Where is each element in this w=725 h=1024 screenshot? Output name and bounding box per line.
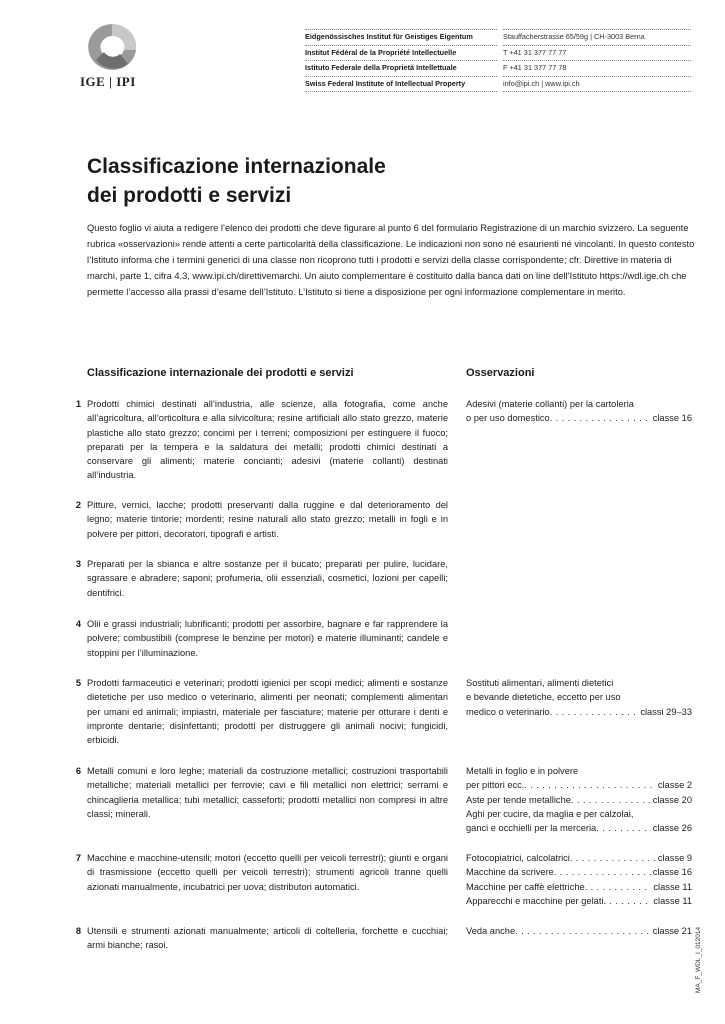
institute-name-en: Swiss Federal Institute of Intellectual Property: [305, 76, 497, 93]
class-remarks: [466, 924, 692, 938]
remark-class-ref: classe 16: [652, 413, 692, 424]
class-number: 5: [75, 678, 81, 688]
remark-text: Apparecchi e macchine per gelati: [466, 895, 604, 906]
contact-info: [503, 29, 691, 92]
remark-line: [466, 894, 692, 908]
remark-line: Aghi per cucire, da maglia e per calzolai,: [466, 808, 634, 819]
remark-text: per pittori ecc.: [466, 780, 525, 791]
remark-text: Macchine da scrivere: [466, 867, 554, 878]
class-description: Macchine e macchine-utensili; motori (eccetto quelli per veicoli terrestri); giunti e organi di trasmissione (eccetto quelli per veicoli terrestri); strumenti agricoli tranne quelli azionati manualmente, incubatrici per uova; distributori automatici.: [87, 853, 448, 892]
remark-line: Metalli in foglio e in polvere: [466, 766, 579, 776]
remark-text: ganci e occhielli per la merceria: [466, 823, 597, 834]
institute-name-it: Istituto Federale della Proprietà Intellettuale: [305, 60, 497, 76]
document-code: MA_F_WDL_I_012014: [695, 926, 702, 993]
institute-name-de: Eidgenössisches Institut für Geistiges Eigentum: [305, 29, 497, 45]
class-description: Pitture, vernici, lacche; prodotti preservanti dalla ruggine e dal deterioramento del legno; materie tintorie; mordenti; resine naturali allo stato grezzo; metalli in fogli e in polvere per pittori, decoratori, tipografi e artisti.: [87, 500, 448, 539]
logo-text: IGE | IPI: [80, 74, 136, 89]
remark-line: [466, 880, 692, 894]
class-number: 1: [75, 399, 81, 409]
institute-name-fr: Institut Fédéral de la Propriété Intellectuelle: [305, 45, 497, 61]
class-description: Olii e grassi industriali; lubrificanti; prodotti per assorbire, bagnare e far rapprendere la polvere; combustibili (comprese le benzine per motori) e materie illuminanti; candele e stoppini per l’illuminazione.: [87, 619, 448, 658]
classification-column-header: Classificazione internazionale dei prodotti e servizi: [87, 367, 354, 379]
class-description: Prodotti chimici destinati all’industria, alle scienze, alla fotografia, come anche all’agricoltura, all’orticoltura e alla silvicoltura; resine artificiali allo stato grezzo, materie plastiche allo stato grezzo; concimi per i terreni; composizioni per estinguere il fuoco; preparati per la tempera e la saldatura dei metalli; prodotti chimici destinati a conservare gli alimenti; materie concianti; adesivi (materie collanti) destinati all’industria.: [87, 399, 448, 481]
class-description: Metalli comuni e loro leghe; materiali da costruzione metallici; costruzioni trasportabili metalliche; materiali metallici per ferrovie; cavi e fili metallici non elettrici; serrami e chincaglieria metallica; tubi metallici; casseforti; prodotti metallici non compresi in altre classi; minerali.: [87, 766, 448, 819]
class-number: 8: [75, 926, 81, 936]
class-remarks: [466, 397, 692, 426]
remark-class-ref: classe 26: [652, 823, 692, 834]
intro-paragraph: Questo foglio vi aiuta a redigere l’elenco dei prodotti che deve figurare al punto 6 del formulario Registrazione di un marchio svizzero. La seguente rubrica «osservazioni» rende attenti a certe particolarità della classificazione. Le indicazioni non sono né esaurienti né vincolanti. In questo contesto l’Istituto informa che i termini generici di una classe non ricoprono tutti i prodotti e servizi della classe corrispondente; cfr. Direttive in materia di marchi, parte 1, cifra 4.3, www.ipi.ch/direttivemarchi. Un aiuto complementare è costituito dalla banca dati on line dell’Istituto https://wdl.ige.ch che permette l’accesso alla prassi d’esame dell’Istituto. L’Istituto si tiene a disposizione per ogni informazione complementare in merito.: [87, 223, 695, 297]
page-title-line1: Classificazione internazionale: [87, 155, 386, 178]
remark-line: Sostituti alimentari, alimenti dietetici: [466, 678, 614, 688]
class-number: 3: [75, 559, 81, 569]
class-description: Utensili e strumenti azionati manualmente; articoli di coltelleria, forchette e cucchiai; armi bianche; rasoi.: [87, 926, 448, 951]
ige-logo-icon: [84, 22, 140, 72]
remark-class-ref: classe 16: [652, 867, 692, 878]
remark-text: Macchine per caffè elettriche: [466, 881, 585, 892]
ige-ipi-logo: [80, 22, 146, 92]
class-description: Preparati per la sbianca e altre sostanze per il bucato; preparati per pulire, lucidare, sgrassare e abradere; saponi; profumeria, olii essenziali, cosmetici, lozioni per capelli; dentifrici.: [87, 559, 448, 598]
remark-text: Fotocopiatrici, calcolatrici: [466, 853, 570, 863]
institute-names: [305, 29, 497, 92]
contact-phone: T +41 31 377 77 77: [503, 45, 691, 61]
remark-line: [466, 778, 692, 792]
class-number: 6: [75, 766, 81, 776]
remark-class-ref: classe 20: [652, 794, 692, 805]
remark-line: Adesivi (materie collanti) per la cartoleria: [466, 399, 634, 409]
class-description: Prodotti farmaceutici e veterinari; prodotti igienici per scopi medici; alimenti e sostanze dietetiche per uso medico o veterinario, alimenti per neonati; complementi alimentari per umani ed animali; impiastri, materiale per fasciature; materie per otturare i denti e impronte dentarie; disinfettanti; prodotti per distruggere gli animali nocivi; fungicidi, erbicidi.: [87, 678, 448, 746]
remark-class-ref: classi 29–33: [640, 706, 692, 717]
page-title: [87, 152, 647, 210]
remark-line: [466, 821, 692, 835]
remark-text: Veda anche: [466, 926, 516, 936]
remark-line: e bevande dietetiche, eccetto per uso: [466, 692, 621, 703]
remark-text: medico o veterinario: [466, 706, 550, 717]
class-remarks: [466, 764, 692, 835]
class-number: 4: [75, 619, 81, 629]
remark-class-ref: classe 11: [653, 895, 692, 906]
remark-text: Aste per tende metalliche: [466, 794, 571, 805]
remarks-column-header: Osservazioni: [466, 367, 535, 379]
remark-class-ref: classe 21: [652, 926, 692, 936]
remark-line: [466, 851, 692, 865]
class-remarks: [466, 851, 692, 908]
remark-text: o per uso domestico: [466, 413, 550, 424]
remark-class-ref: classe 9: [657, 853, 692, 863]
page-title-line2: dei prodotti e servizi: [87, 184, 292, 207]
contact-address: Stauffacherstrasse 65/59g | CH-3003 Berna: [503, 29, 691, 45]
remark-line: [466, 924, 692, 938]
class-number: 2: [75, 500, 81, 510]
remark-line: [466, 411, 692, 425]
remark-line: [466, 865, 692, 879]
class-remarks: [466, 676, 692, 719]
contact-email-web: info@ipi.ch | www.ipi.ch: [503, 76, 691, 93]
class-number: 7: [75, 853, 81, 863]
remark-class-ref: classe 11: [653, 881, 692, 892]
remark-line: [466, 705, 692, 719]
contact-fax: F +41 31 377 77 78: [503, 60, 691, 76]
remark-class-ref: classe 2: [657, 780, 692, 791]
remark-line: [466, 793, 692, 807]
